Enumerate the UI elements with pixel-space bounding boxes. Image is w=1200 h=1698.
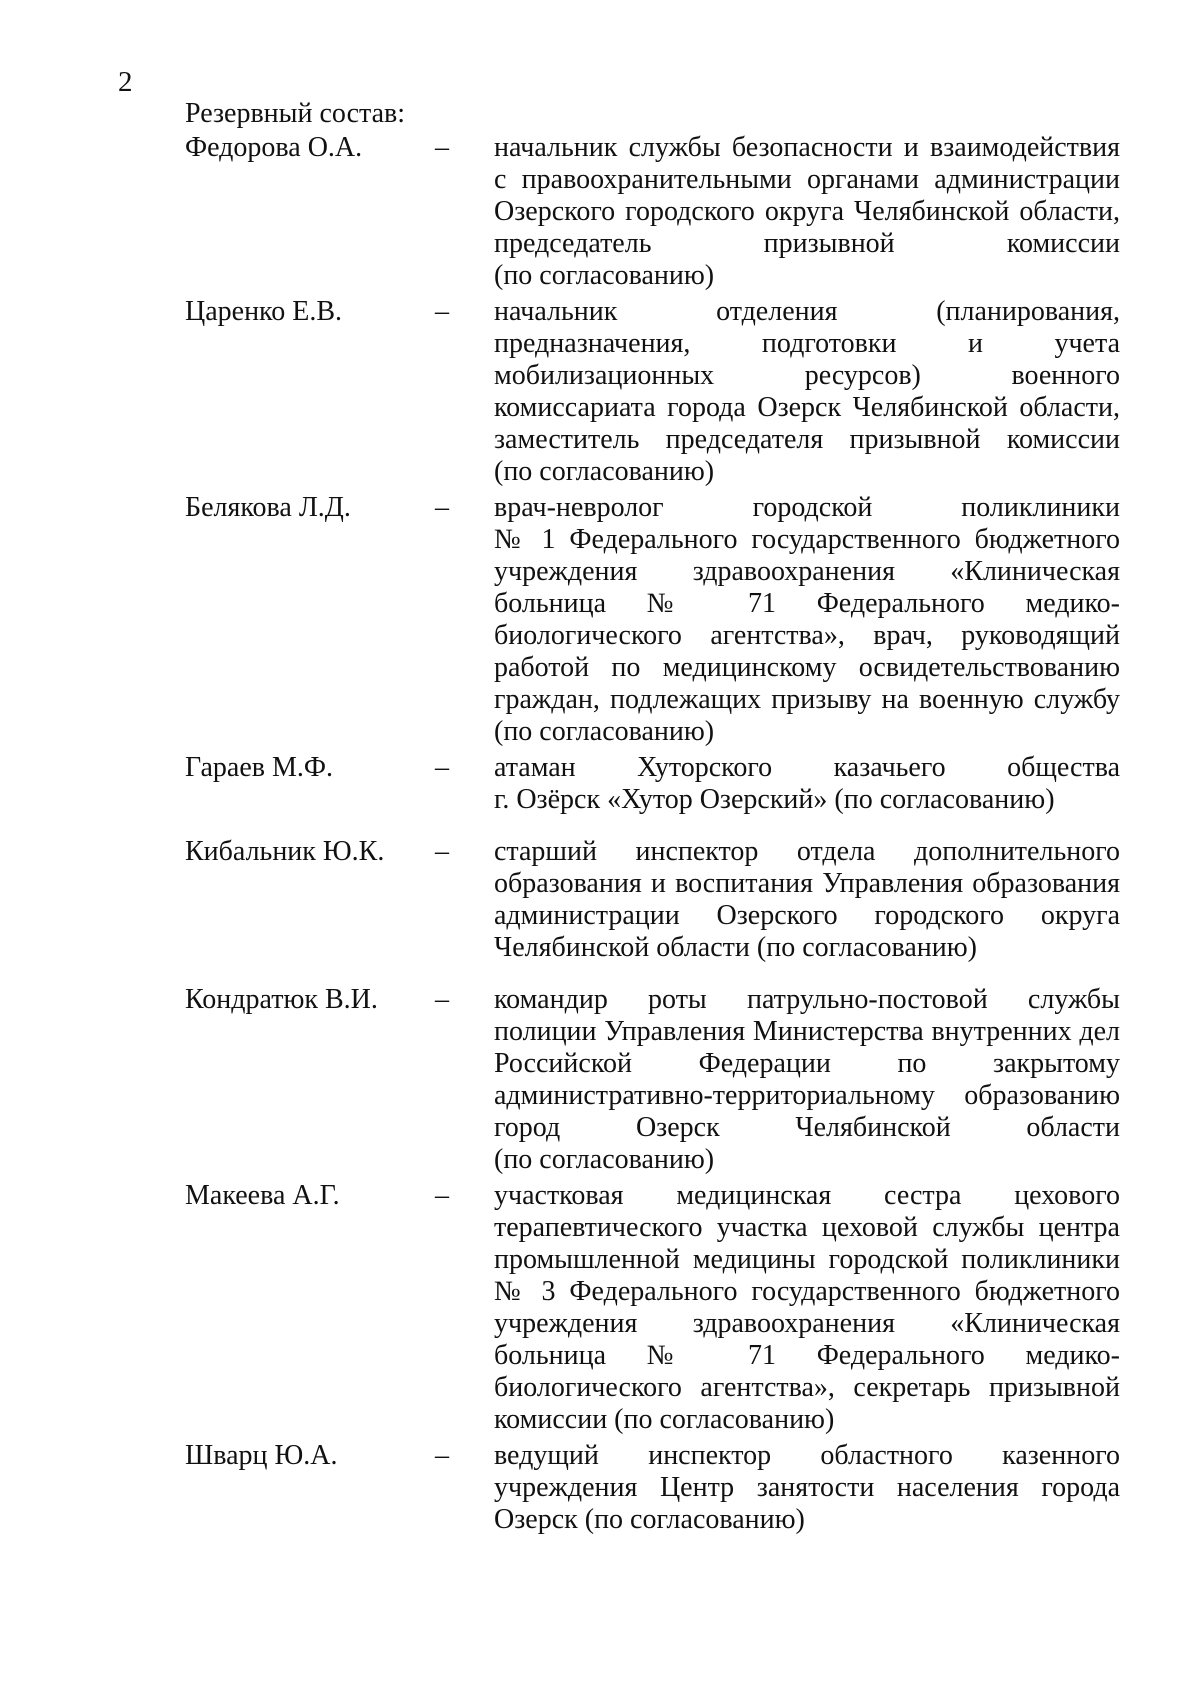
dash-separator: –	[435, 296, 449, 327]
position-line: (по согласованию)	[494, 716, 715, 747]
dash-separator: –	[435, 132, 449, 163]
member-name: Шварц Ю.А.	[185, 1440, 338, 1471]
member-entry	[185, 132, 1120, 292]
position-line: Челябинской области (по согласованию)	[494, 932, 977, 963]
member-position	[494, 296, 1120, 488]
member-entry	[185, 296, 1120, 488]
member-name: Макеева А.Г.	[185, 1180, 340, 1211]
position-line: биологического агентства», врач, руководящий	[494, 620, 1120, 651]
position-line: (по согласованию)	[494, 260, 715, 291]
member-entry	[185, 836, 1120, 964]
member-position	[494, 492, 1120, 748]
member-position	[494, 836, 1120, 964]
dash-separator: –	[435, 1180, 449, 1211]
position-line: атаман Хуторского казачьего общества	[494, 752, 1120, 783]
dash-separator: –	[435, 984, 449, 1015]
position-line: больница № 71 Федерального медико-	[494, 588, 1120, 619]
dash-separator: –	[435, 492, 449, 523]
member-entry	[185, 492, 1120, 748]
position-line: врач-невролог городской поликлиники	[494, 492, 1120, 523]
position-line: ведущий инспектор областного казенного	[494, 1440, 1120, 1471]
position-line: начальник службы безопасности и взаимодействия	[494, 132, 1120, 163]
member-position	[494, 1180, 1120, 1436]
position-line: работой по медицинскому освидетельствованию	[494, 652, 1120, 683]
page-number: 2	[118, 66, 133, 98]
position-line: учреждения Центр занятости населения города	[494, 1472, 1120, 1503]
dash-separator: –	[435, 752, 449, 783]
dash-separator: –	[435, 836, 449, 867]
member-name: Белякова Л.Д.	[185, 492, 351, 523]
member-list	[185, 132, 1120, 1536]
position-line: начальник отделения (планирования,	[494, 296, 1120, 327]
member-position	[494, 752, 1120, 816]
section-title: Резервный состав:	[185, 98, 406, 129]
dash-separator: –	[435, 1440, 449, 1471]
position-line: промышленной медицины городской поликлиники	[494, 1244, 1120, 1275]
position-line: с правоохранительными органами администрации	[494, 164, 1120, 195]
position-line: административно-территориальному образованию	[494, 1080, 1120, 1111]
position-line: комиссариата города Озерск Челябинской области,	[494, 392, 1120, 423]
position-line: биологического агентства», секретарь призывной	[494, 1372, 1120, 1403]
position-line: № 3 Федерального государственного бюджетного	[494, 1276, 1120, 1307]
position-line: командир роты патрульно-постовой службы	[494, 984, 1120, 1015]
position-line: полиции Управления Министерства внутренних дел	[494, 1016, 1120, 1047]
position-line: Озерского городского округа Челябинской области,	[494, 196, 1120, 227]
position-line: старший инспектор отдела дополнительного	[494, 836, 1120, 867]
member-position	[494, 1440, 1120, 1536]
position-line: заместитель председателя призывной комиссии	[494, 424, 1120, 455]
member-entry	[185, 984, 1120, 1176]
position-line: город Озерск Челябинской области	[494, 1112, 1120, 1143]
member-name: Кибальник Ю.К.	[185, 836, 385, 867]
position-line: учреждения здравоохранения «Клиническая	[494, 556, 1120, 587]
member-entry	[185, 1180, 1120, 1436]
member-entry	[185, 752, 1120, 816]
position-line: образования и воспитания Управления образования	[494, 868, 1120, 899]
member-name: Царенко Е.В.	[185, 296, 343, 327]
member-name: Кондратюк В.И.	[185, 984, 378, 1015]
position-line: учреждения здравоохранения «Клиническая	[494, 1308, 1120, 1339]
position-line: предназначения, подготовки и учета	[494, 328, 1120, 359]
member-position	[494, 984, 1120, 1176]
member-name: Гараев М.Ф.	[185, 752, 334, 783]
position-line: терапевтического участка цеховой службы центра	[494, 1212, 1120, 1243]
member-name: Федорова О.А.	[185, 132, 363, 163]
member-entry	[185, 1440, 1120, 1536]
position-line: администрации Озерского городского округа	[494, 900, 1120, 931]
position-line: № 1 Федерального государственного бюджетного	[494, 524, 1120, 555]
position-line: мобилизационных ресурсов) военного	[494, 360, 1120, 391]
position-line: Озерск (по согласованию)	[494, 1504, 805, 1535]
position-line: участковая медицинская сестра цехового	[494, 1180, 1120, 1211]
position-line: граждан, подлежащих призыву на военную службу	[494, 684, 1120, 715]
position-line: Российской Федерации по закрытому	[494, 1048, 1120, 1079]
position-line: г. Озёрск «Хутор Озерский» (по согласованию)	[494, 784, 1055, 815]
position-line: председатель призывной комиссии	[494, 228, 1120, 259]
position-line: (по согласованию)	[494, 456, 715, 487]
position-line: (по согласованию)	[494, 1144, 715, 1175]
member-position	[494, 132, 1120, 292]
position-line: комиссии (по согласованию)	[494, 1404, 835, 1435]
position-line: больница № 71 Федерального медико-	[494, 1340, 1120, 1371]
